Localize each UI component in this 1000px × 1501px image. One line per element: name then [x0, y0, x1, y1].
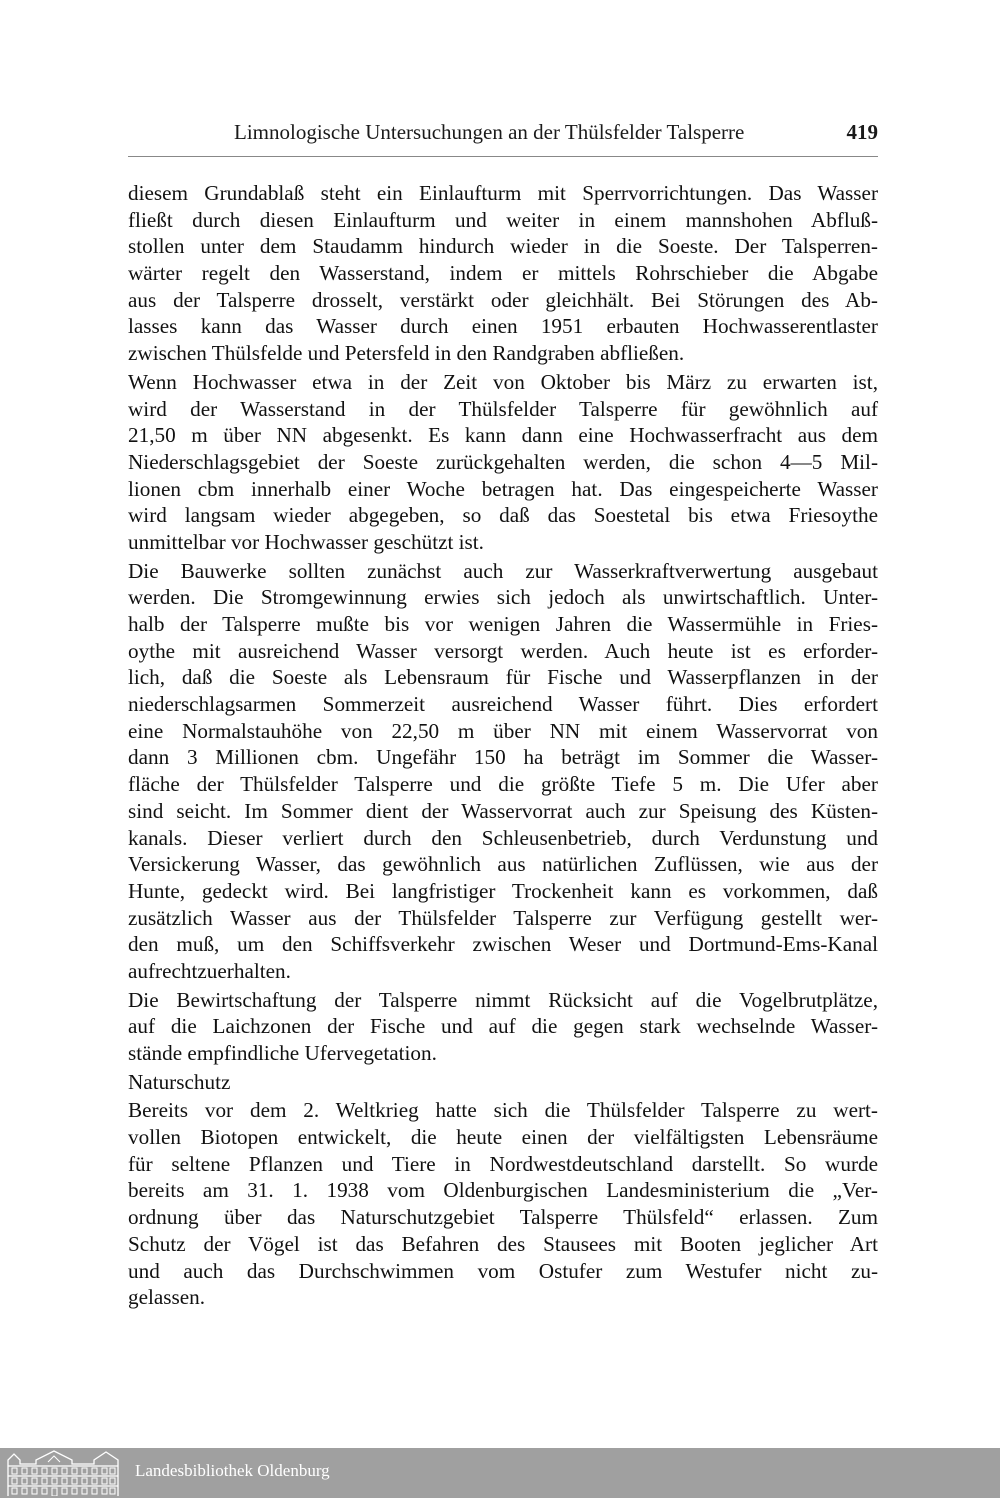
text-line: unmittelbar vor Hochwasser geschützt ist.: [128, 529, 484, 554]
text-line: zusätzlich Wasser aus der Thülsfelder Talsperre zur Verfügung gestellt wer-: [128, 905, 878, 930]
text-line: lasses kann das Wasser durch einen 1951 erbauten Hochwasserentlaster: [128, 314, 878, 339]
header-divider: [128, 156, 878, 157]
text-line: bereits am 31. 1. 1938 vom Oldenburgischen Landesministerium die „Ver-: [128, 1178, 878, 1203]
text-line: werden. Die Stromgewinnung erwies sich jedoch als unwirtschaftlich. Unter-: [128, 585, 878, 610]
text-line: auf die Laichzonen der Fische und auf die gegen stark wechselnde Wasser-: [128, 1014, 878, 1039]
library-name: Landesbibliothek Oldenburg: [135, 1461, 330, 1480]
text-line: stollen unter dem Staudamm hindurch wieder in die Soeste. Der Talsperren-: [128, 234, 878, 259]
text-line: fließt durch diesen Einlaufturm und weiter in einem mannshohen Abfluß-: [128, 207, 878, 232]
text-line: aus der Talsperre drosselt, verstärkt oder gleichhält. Bei Störungen des Ab-: [128, 287, 878, 312]
text-line: Die Bauwerke sollten zunächst auch zur Wasserkraftverwertung ausgebaut: [128, 558, 878, 583]
text-line: Wenn Hochwasser etwa in der Zeit von Oktober bis März zu erwarten ist,: [128, 369, 878, 394]
text-line: eine Normalstauhöhe von 22,50 m über NN mit einem Wasservorrat von: [128, 718, 878, 743]
library-footer: [0, 1448, 1000, 1498]
paragraph-1: [128, 180, 878, 367]
text-line: stände empfindliche Ufervegetation.: [128, 1041, 437, 1065]
text-line: 21,50 m über NN abgesenkt. Es kann dann eine Hochwasserfracht aus dem: [128, 423, 878, 448]
text-line: und auch das Durchschwimmen vom Ostufer zum Westufer nicht zu-: [128, 1258, 878, 1283]
page-number: 419: [846, 120, 878, 144]
text-line: den muß, um den Schiffsverkehr zwischen Weser und Dortmund-Ems-Kanal: [128, 932, 878, 957]
text-line: vollen Biotopen entwickelt, die heute einen der vielfältigsten Lebensräume: [128, 1125, 878, 1150]
text-line: Die Bewirtschaftung der Talsperre nimmt Rücksicht auf die Vogelbrutplätze,: [128, 987, 878, 1012]
text-line: Niederschlagsgebiet der Soeste zurückgehalten werden, die schon 4—5 Mil-: [128, 449, 878, 474]
text-line: halb der Talsperre mußte bis vor wenigen Jahren die Wassermühle in Fries-: [128, 612, 878, 636]
body-text: [128, 180, 878, 1313]
text-line: lionen cbm innerhalb einer Woche betragen hat. Das eingespeicherte Wasser: [128, 476, 878, 501]
text-line: wird langsam wieder abgegeben, so daß das Soestetal bis etwa Friesoythe: [128, 503, 878, 528]
library-building-icon: [6, 1450, 124, 1496]
text-line: Schutz der Vögel ist das Befahren des Stausees mit Booten jeglicher Art: [128, 1231, 878, 1256]
text-line: fläche der Thülsfelder Talsperre und die größte Tiefe 5 m. Die Ufer aber: [128, 772, 878, 797]
text-line: wird der Wasserstand in der Thülsfelder Talsperre für gewöhnlich auf: [128, 396, 878, 421]
text-line: Versickerung Wasser, das gewöhnlich aus natürlichen Zuflüssen, wie aus der: [128, 852, 878, 877]
text-line: ordnung über das Naturschutzgebiet Talsperre Thülsfeld“ erlassen. Zum: [128, 1205, 878, 1230]
text-line: sind seicht. Im Sommer dient der Wasservorrat auch zur Speisung des Küsten-: [128, 798, 878, 823]
text-line: zwischen Thülsfelde und Petersfeld in den Randgraben abfließen.: [128, 341, 685, 366]
text-line: dann 3 Millionen cbm. Ungefähr 150 ha beträgt im Sommer die Wasser-: [128, 745, 878, 770]
text-line: wärter regelt den Wasserstand, indem er mittels Rohrschieber die Abgabe: [128, 261, 878, 286]
paragraph-2: [128, 369, 878, 556]
text-line: Bereits vor dem 2. Weltkrieg hatte sich die Thülsfelder Talsperre zu wert-: [128, 1098, 878, 1123]
paragraph-3: [128, 558, 878, 985]
text-line: für seltene Pflanzen und Tiere in Nordwestdeutschland darstellt. So wurde: [128, 1151, 878, 1176]
text-line: niederschlagsarmen Sommerzeit ausreichend Wasser führt. Dies erfordert: [128, 692, 878, 717]
paragraph-4: [128, 987, 878, 1067]
text-line: kanals. Dieser verliert durch den Schleusenbetrieb, durch Verdunstung und: [128, 825, 878, 850]
paragraph-5: [128, 1097, 878, 1311]
text-line: diesem Grundablaß steht ein Einlaufturm mit Sperrvorrichtungen. Das Wasser: [128, 181, 878, 205]
section-heading: Naturschutz: [128, 1069, 231, 1094]
text-line: Hunte, gedeckt wird. Bei langfristiger Trockenheit kann es vorkommen, daß: [128, 878, 878, 903]
text-line: lich, daß die Soeste als Lebensraum für Fische und Wasserpflanzen in der: [128, 665, 878, 690]
text-line: aufrechtzuerhalten.: [128, 958, 291, 983]
running-header: [128, 116, 878, 152]
running-title: Limnologische Untersuchungen an der Thülsfelder Talsperre: [234, 120, 745, 144]
text-line: oythe mit ausreichend Wasser versorgt werden. Auch heute ist es erforder-: [128, 638, 878, 663]
text-line: gelassen.: [128, 1285, 206, 1310]
